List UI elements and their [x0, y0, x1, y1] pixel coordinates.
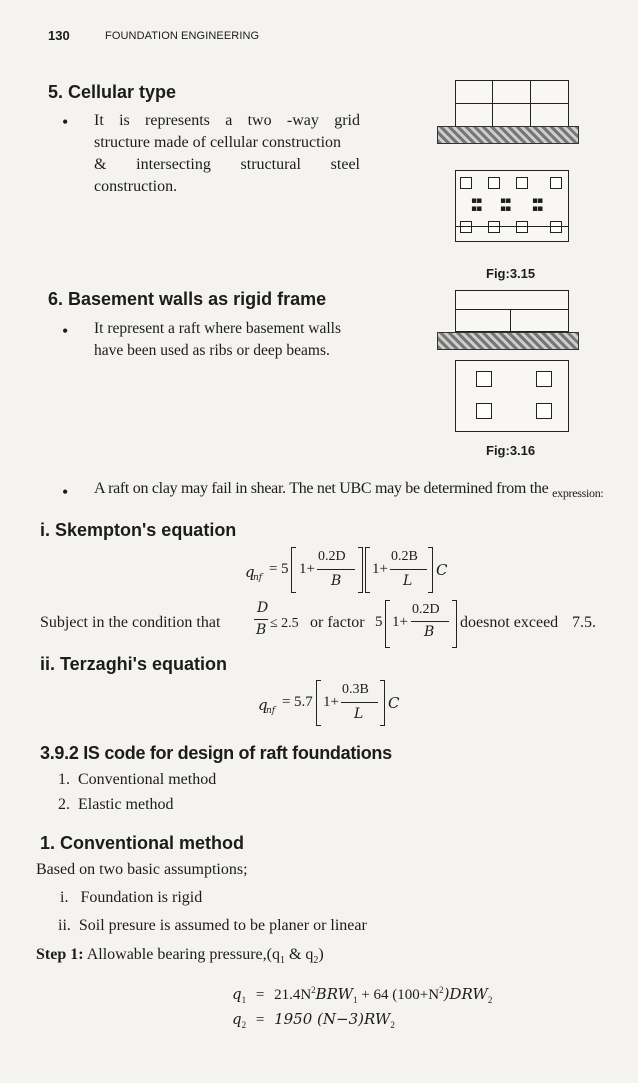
bullet-icon: •	[62, 321, 69, 341]
bullet-icon: •	[62, 482, 69, 502]
section-5-bullet	[94, 110, 360, 198]
terzaghi-equation: q nf = 5.7 1+ 0.3B L C	[258, 678, 428, 732]
figure-3-15	[435, 80, 585, 260]
running-title: FOUNDATION ENGINEERING	[105, 30, 260, 42]
basement-plan	[455, 360, 569, 432]
cellular-plan: ▪▪ ▪▪ ▪▪ ▪▪ ▪▪ ▪▪	[455, 170, 569, 242]
equation-q1: $q_1 = 21.4N^2BRW_1 + 64$ $(100+N^2)DRW_2$	[232, 985, 493, 1005]
bullet-line-1: It is represents a two -way grid	[94, 112, 360, 129]
section-6-bullet	[94, 318, 394, 362]
bullet-line-2: structure made of cellular construction	[94, 134, 342, 151]
section-392-heading: 3.9.2 IS code for design of raft foundations	[40, 743, 392, 763]
terzaghi-heading: ii. Terzaghi's equation	[40, 654, 227, 674]
skempton-heading: i. Skempton's equation	[40, 520, 237, 540]
section-6-heading: 6. Basement walls as rigid frame	[48, 289, 327, 309]
step-1: Step 1: Allowable bearing $pressure,(q_1$ & $q_2$)	[36, 946, 324, 967]
figure-3-16-label: Fig:3.16	[486, 443, 536, 458]
basement-elevation	[455, 290, 569, 332]
condition-line: Subject in the condition that D B ≤ 2.5 or factor 5 1+ 0.2D B doesnot exceed 7.5.	[40, 600, 630, 650]
list-item: 1. Conventional method	[58, 771, 217, 788]
bullet-line-2: have been used as ribs or deep beams.	[94, 342, 330, 359]
figure-3-16	[435, 290, 585, 440]
page-number: 130	[48, 28, 70, 43]
bullet-line-4: construction.	[94, 178, 178, 195]
soil-hatch	[437, 332, 579, 350]
soil-hatch	[437, 126, 579, 144]
raft-note: A raft on clay may fail in shear. The net UBC may be determined from the $_{expression:}$	[94, 480, 604, 500]
conventional-intro: Based on two basic assumptions;	[36, 861, 248, 878]
bullet-line-1: It represent a raft where basement walls	[94, 320, 342, 337]
cellular-elevation	[455, 80, 569, 128]
bullet-line-3: & intersecting structural steel	[94, 156, 360, 173]
skempton-equation: q nf = 5 1+ 0.2D B 1+ 0.2B L C	[245, 543, 465, 599]
bullet-icon: •	[62, 112, 69, 132]
list-item: 2. Elastic method	[58, 796, 174, 813]
list-item: i. Foundation is rigid	[60, 889, 203, 906]
figure-3-15-label: Fig:3.15	[486, 266, 536, 281]
list-item: ii. Soil presure is assumed to be planer or linear	[58, 917, 367, 934]
conventional-heading: 1. Conventional method	[40, 833, 245, 853]
equation-q2: $q_2 = 1950$ $(N-3)RW_2$	[232, 1010, 395, 1030]
section-5-heading: 5. Cellular type	[48, 82, 177, 102]
